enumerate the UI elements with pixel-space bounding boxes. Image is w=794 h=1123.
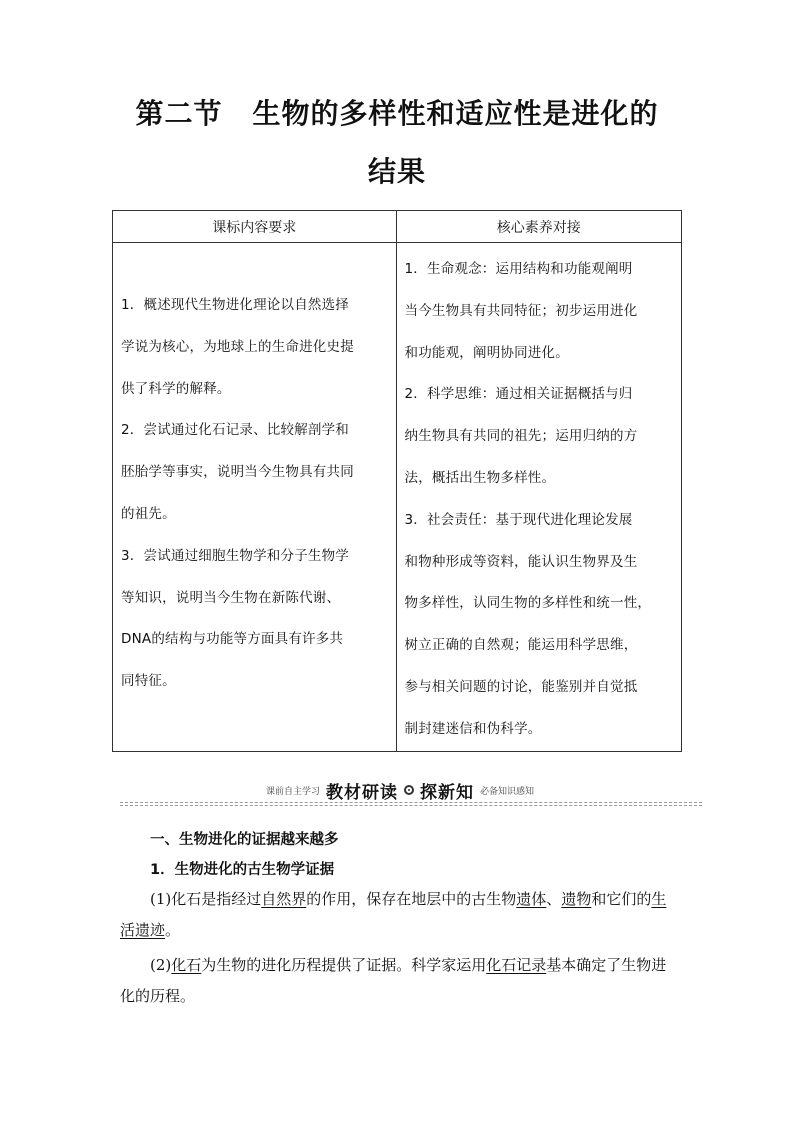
title-main: 生物的多样性和适应性是进化的 <box>252 97 659 130</box>
underlined-term: 化石记录 <box>486 956 547 974</box>
divider <box>120 805 702 806</box>
header-curriculum: 课标内容要求 <box>113 211 397 243</box>
text-run: 的作用，保存在地层中的古生物 <box>306 890 517 908</box>
list-item: 当今生物具有共同特征；初步运用进化 <box>404 302 638 319</box>
paragraph-fossil-definition <box>120 884 680 946</box>
divider <box>120 802 702 803</box>
curriculum-cell <box>113 243 397 752</box>
underlined-term: 化石 <box>171 956 202 974</box>
underlined-term: 自然界 <box>261 890 307 908</box>
table-body-row <box>113 243 682 752</box>
text-run: 基本确定了生物进化的历程。 <box>120 956 667 1005</box>
underlined-term: 遗体 <box>516 890 547 908</box>
banner-title-left: 教材研读 <box>326 782 399 803</box>
subsection-heading: 1．生物进化的古生物学证据 <box>150 862 335 878</box>
list-item: 和物种形成等资料，能认识生物界及生 <box>404 553 638 570</box>
text-run: (2) <box>150 956 172 974</box>
list-item: 法，概括出生物多样性。 <box>404 469 556 486</box>
list-item: 学说为核心，为地球上的生命进化史提 <box>121 338 354 355</box>
banner-prefix: 课前自主学习 <box>266 786 321 797</box>
paragraph-fossil-evidence <box>120 950 680 1012</box>
table-header-row <box>113 211 682 243</box>
list-item: 3．社会责任：基于现代进化理论发展 <box>404 511 633 528</box>
list-item: 和功能观，阐明协同进化。 <box>404 344 569 361</box>
underlined-term: 遗物 <box>561 890 592 908</box>
list-item: 2．科学思维：通过相关证据概括与归 <box>404 386 633 403</box>
page-title <box>0 92 794 194</box>
text-run: 和它们的 <box>591 890 652 908</box>
section-number: 第二节 <box>135 97 223 130</box>
list-item: 同特征。 <box>121 673 176 690</box>
list-item: DNA的结构与功能等方面具有许多共 <box>121 631 344 648</box>
list-item: 等知识，说明当今生物在新陈代谢、 <box>121 589 341 606</box>
title-line-2: 结果 <box>367 155 426 188</box>
section-heading: 一、生物进化的证据越来越多 <box>150 832 339 848</box>
standards-table <box>112 210 682 752</box>
text-run: 、 <box>546 890 562 908</box>
list-item: 参与相关问题的讨论，能鉴别并自觉抵 <box>404 678 638 695</box>
text-run: (1)化石是指经过 <box>150 890 262 908</box>
list-item: 供了科学的解释。 <box>121 380 231 397</box>
section-banner <box>120 778 702 808</box>
title-line-1 <box>0 92 794 136</box>
list-item: 制封建迷信和伪科学。 <box>404 720 542 737</box>
list-item: 树立正确的自然观；能运用科学思维， <box>404 637 638 654</box>
list-item: 1．概述现代生物进化理论以自然选择 <box>121 297 349 313</box>
text-run: 为生物的进化历程提供了证据。科学家运用 <box>201 956 487 974</box>
bullet-icon <box>404 785 414 795</box>
banner-suffix: 必备知识感知 <box>480 786 535 797</box>
list-item: 1．生命观念：运用结构和功能观阐明 <box>404 261 633 277</box>
list-item: 物多样性，认同生物的多样性和统一性， <box>404 595 652 612</box>
literacy-cell <box>396 243 682 752</box>
underlined-term: 生活遗迹 <box>120 890 667 939</box>
text-run: 。 <box>165 921 181 939</box>
list-item: 纳生物具有共同的祖先；运用归纳的方 <box>404 428 638 445</box>
list-item: 3．尝试通过细胞生物学和分子生物学 <box>121 547 349 564</box>
list-item: 的祖先。 <box>121 505 176 522</box>
banner-title-right: 探新知 <box>420 782 475 803</box>
banner-content <box>260 778 540 802</box>
header-literacy: 核心素养对接 <box>396 211 682 243</box>
list-item: 胚胎学等事实，说明当今生物具有共同 <box>121 464 354 481</box>
list-item: 2．尝试通过化石记录、比较解剖学和 <box>121 422 349 439</box>
